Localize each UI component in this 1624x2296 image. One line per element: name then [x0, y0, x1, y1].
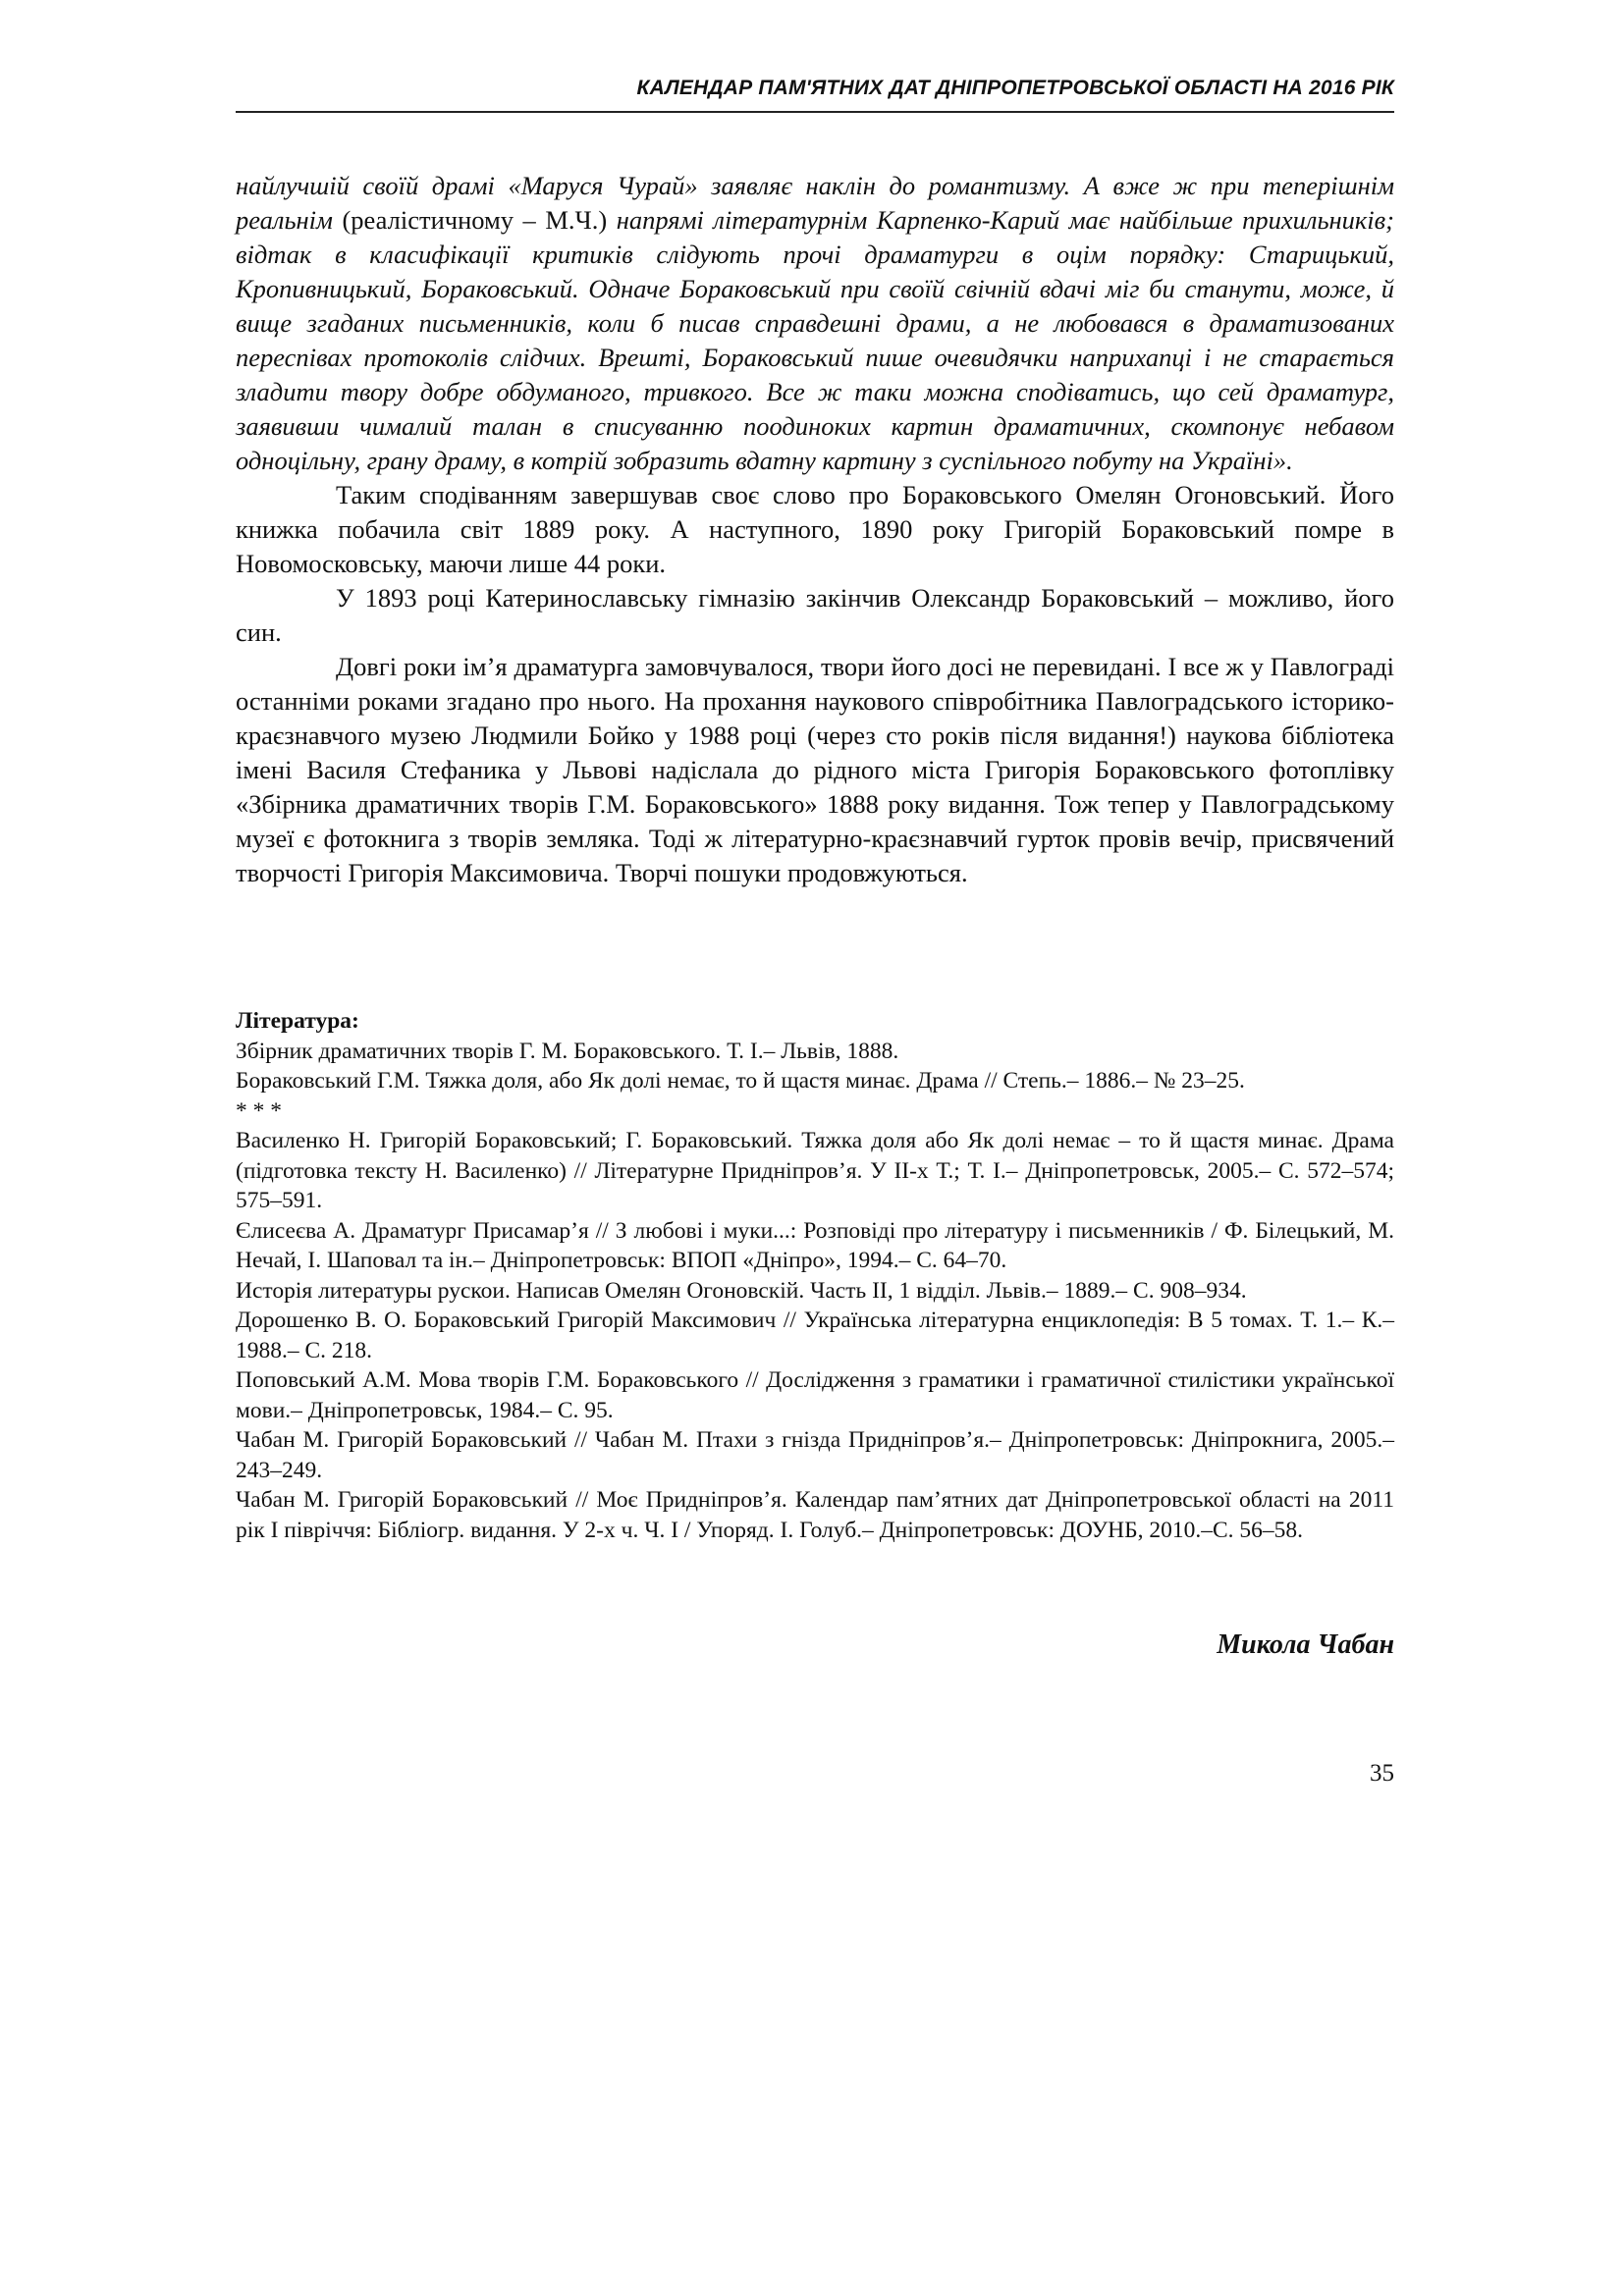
author-signature: Микола Чабан — [1217, 1629, 1394, 1660]
page-number: 35 — [1370, 1760, 1394, 1787]
literature-item: Василенко Н. Григорій Бораковський; Г. Бораковський. Тяжка доля або Як долі немає – то й щастя минає. Драма (підготовка тексту Н. Василенко) // Літературне Придніпров’я. У ІІ-х Т.; Т. І.– Дніпропетровськ, 2005.– С. 572–574; 575–591. — [236, 1128, 1394, 1213]
literature-item: Исторія литературы рускои. Написав Омелян Огоновскій. Часть ІІ, 1 відділ. Львів.– 1889.– С. 908–934. — [236, 1277, 1247, 1304]
quoted-passage — [236, 169, 1394, 478]
quote-text-part1: найлучшій своїй драмі «Маруся Чурай» заявляє наклін до романтизму. А вже ж при теперішнім реальнім — [236, 171, 1394, 235]
running-header: КАЛЕНДАР ПАМ'ЯТНИХ ДАТ ДНІПРОПЕТРОВСЬКОЇ ОБЛАСТІ НА 2016 РІК — [636, 77, 1394, 99]
literature-item: Чабан М. Григорій Бораковський // Моє Придніпров’я. Календар пам’ятних дат Дніпропетровської області на 2011 рік І півріччя: Бібліогр. видання. У 2-х ч. Ч. І / Упоряд. І. Голуб.– Дніпропетровськ: ДОУНБ, 2010.–С. 56–58. — [236, 1487, 1394, 1543]
literature-section — [236, 1006, 1394, 1545]
editor-insert: (реалістичному – М.Ч.) — [342, 205, 608, 235]
literature-heading: Література: — [236, 1008, 359, 1034]
body-paragraph: Таким сподіванням завершував своє слово про Бораковського Омелян Огоновський. Його книжка побачила світ 1889 року. А наступного, 1890 року Григорій Бораковський помре в Новомосковську, маючи лише 44 роки. — [236, 480, 1394, 578]
article-body — [236, 169, 1394, 890]
literature-item: Єлисеєва А. Драматург Присамар’я // З любові і муки...: Розповіді про літературу і письменників / Ф. Білецький, М. Нечай, І. Шаповал та ін.– Дніпропетровськ: ВПОП «Дніпро», 1994.– С. 64–70. — [236, 1217, 1394, 1273]
quote-text-part2: напрямі літературнім Карпенко-Карий має найбільше прихильників; відтак в класифікації критиків слідують прочі драматурги в оцім порядку: Старицький, Кропивницький, Бораковський. Одначе Бораковський при своїй свічній вдачі міг би станути, може, й вище згаданих письменників, коли б писав справдешні драми, а не любовався в драматизованих переспівах протоколів слідчих. Врешті, Бораковський пише очевидячки наприхапці і не старається зладити твору добре обдуманого, тривкого. Все ж таки можна сподіватись, що сей драматург, заявивши чималий талан в списуванню поодиноких картин драматичних, скомпонує небавом одноцільну, грану драму, в котрій зобразить вдатну картину з суспільного побуту на Україні». — [236, 205, 1394, 475]
body-paragraph: Довгі роки ім’я драматурга замовчувалося, твори його досі не перевидані. І все ж у Павлограді останніми роками згадано про нього. На прохання наукового співробітника Павлоградського історико-краєзнавчого музею Людмили Бойко у 1988 році (через сто років після видання!) наукова бібліотека імені Василя Стефаника у Львові надіслала до рідного міста Григорія Бораковського фотоплівку «Збірника драматичних творів Г.М. Бораковського» 1888 року видання. Тож тепер у Павлоградському музеї є фотокнига з творів земляка. Тоді ж літературно-краєзнавчий гурток провів вечір, присвячений творчості Григорія Максимовича. Творчі пошуки продовжуються. — [236, 652, 1394, 887]
literature-item: Чабан М. Григорій Бораковський // Чабан М. Птахи з гнізда Придніпров’я.– Дніпропетровськ: Дніпрокнига, 2005.– 243–249. — [236, 1427, 1394, 1483]
literature-separator: * * * — [236, 1097, 282, 1124]
literature-item: Дорошенко В. О. Бораковський Григорій Максимович // Українська літературна енциклопедія: В 5 томах. Т. 1.– К.– 1988.– С. 218. — [236, 1308, 1394, 1363]
literature-item: Поповський А.М. Мова творів Г.М. Бораковського // Дослідження з граматики і граматичної стилістики української мови.– Дніпропетровськ, 1984.– С. 95. — [236, 1367, 1394, 1423]
literature-item: Бораковський Г.М. Тяжка доля, або Як долі немає, то й щастя минає. Драма // Степь.– 1886.– № 23–25. — [236, 1068, 1245, 1094]
header-rule — [236, 111, 1394, 113]
body-paragraph: У 1893 році Катеринославську гімназію закінчив Олександр Бораковський – можливо, його син. — [236, 583, 1394, 647]
literature-item: Збірник драматичних творів Г. М. Бораковського. Т. І.– Львів, 1888. — [236, 1038, 899, 1064]
